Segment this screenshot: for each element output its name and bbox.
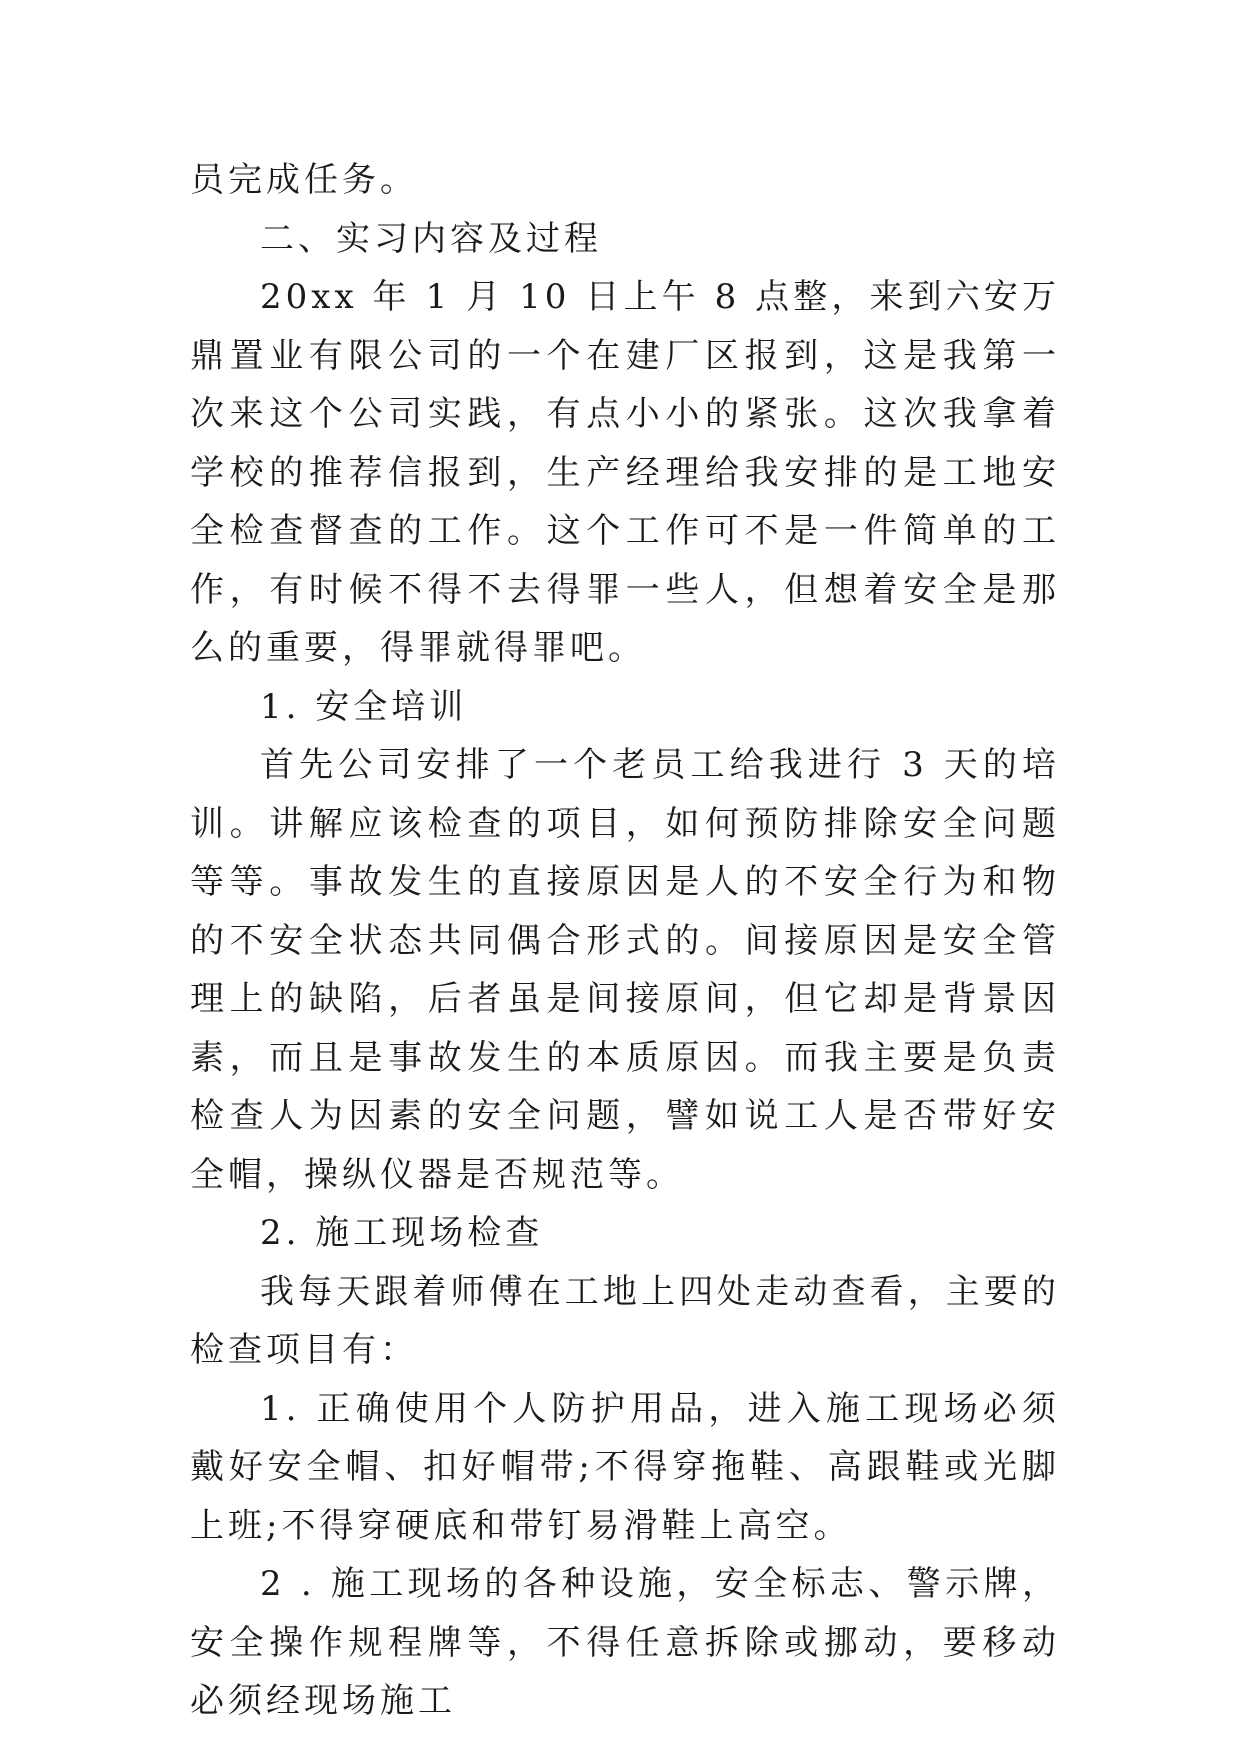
- paragraph-arrival: 20xx 年 1 月 10 日上午 8 点整，来到六安万鼎置业有限公司的一个在建厂区报到，这是我第一次来这个公司实践，有点小小的紧张。这次我拿着学校的推荐信报到，生产经理给我安排的是工地安全检查督查的工作。这个工作可不是一件简单的工作，有时候不得不去得罪一些人，但想着安全是那么的重要，得罪就得罪吧。: [190, 277, 1060, 668]
- list-item-protective-equipment: 1. 正确使用个人防护用品，进入施工现场必须戴好安全帽、扣好帽带;不得穿拖鞋、高跟鞋或光脚上班;不得穿硬底和带钉易滑鞋上高空。: [190, 1388, 1060, 1546]
- subheading-safety-training: 1. 安全培训: [260, 686, 468, 727]
- list-item-site-facilities: 2 . 施工现场的各种设施，安全标志、警示牌，安全操作规程牌等，不得任意拆除或挪动，要移动必须经现场施工: [190, 1564, 1060, 1721]
- paragraph-inspection-intro: 我每天跟着师傅在工地上四处走动查看，主要的检查项目有：: [190, 1271, 1060, 1370]
- paragraph-continuation: 员完成任务。: [190, 160, 418, 200]
- section-heading-internship-content: 二、实习内容及过程: [260, 218, 602, 259]
- document-body: [190, 151, 1060, 1731]
- subheading-site-inspection: 2. 施工现场检查: [260, 1213, 544, 1253]
- paragraph-training: 首先公司安排了一个老员工给我进行 3 天的培训。讲解应该检查的项目，如何预防排除安全问题等等。事故发生的直接原因是人的不安全行为和物的不安全状态共同偶合形式的。间接原因是安全管理上的缺陷，后者虽是间接原间，但它却是背景因素，而且是事故发生的本质原因。而我主要是负责检查人为因素的安全问题，譬如说工人是否带好安全帽，操纵仪器是否规范等。: [190, 745, 1060, 1195]
